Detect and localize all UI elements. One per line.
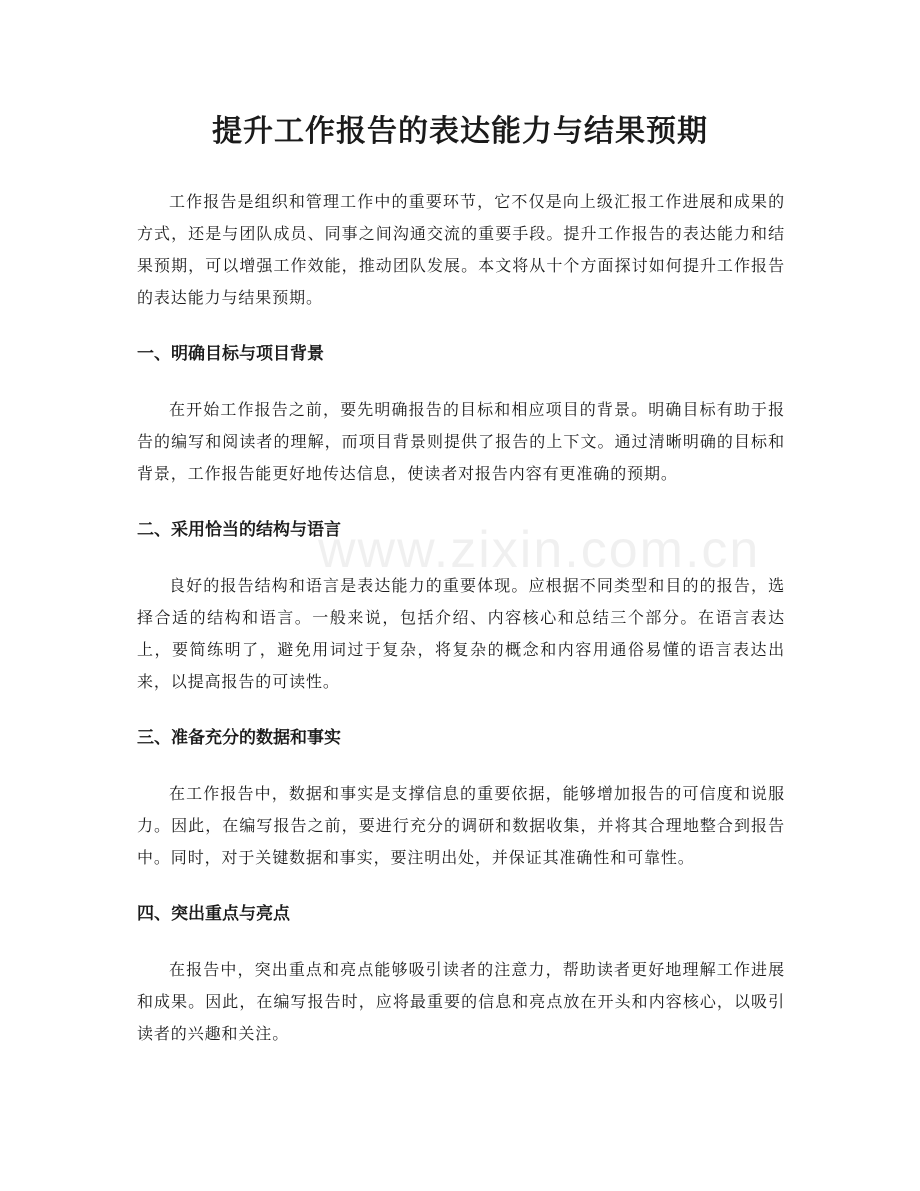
- document-title: 提升工作报告的表达能力与结果预期: [212, 114, 708, 149]
- section-heading: 二、采用恰当的结构与语言: [137, 520, 341, 540]
- section-heading: 三、准备充分的数据和事实: [137, 728, 341, 748]
- section: [137, 338, 785, 490]
- section: [137, 898, 785, 1050]
- intro-paragraph: 工作报告是组织和管理工作中的重要环节，它不仅是向上级汇报工作进展和成果的方式，还是与团队成员、同事之间沟通交流的重要手段。提升工作报告的表达能力和结果预期，可以增强工作效能，推动团队发展。本文将从十个方面探讨如何提升工作报告的表达能力与结果预期。: [137, 192, 785, 307]
- section-heading: 一、明确目标与项目背景: [137, 344, 324, 364]
- section-heading: 四、突出重点与亮点: [137, 904, 290, 924]
- watermark: www.zixin.com.cn: [318, 521, 761, 579]
- section-paragraph: 良好的报告结构和语言是表达能力的重要体现。应根据不同类型和目的的报告，选择合适的结构和语言。一般来说，包括介绍、内容核心和总结三个部分。在语言表达上，要简练明了，避免用词过于复杂，将复杂的概念和内容用通俗易懂的语言表达出来，以提高报告的可读性。: [137, 576, 785, 691]
- section: [137, 722, 785, 874]
- section-paragraph: 在开始工作报告之前，要先明确报告的目标和相应项目的背景。明确目标有助于报告的编写和阅读者的理解，而项目背景则提供了报告的上下文。通过清晰明确的目标和背景，工作报告能更好地传达信息，使读者对报告内容有更准确的预期。: [137, 400, 785, 483]
- section: [137, 514, 785, 698]
- document-body: [137, 186, 785, 1050]
- section-paragraph: 在工作报告中，数据和事实是支撑信息的重要依据，能够增加报告的可信度和说服力。因此，在编写报告之前，要进行充分的调研和数据收集，并将其合理地整合到报告中。同时，对于关键数据和事实，要注明出处，并保证其准确性和可靠性。: [137, 784, 785, 867]
- section-paragraph: 在报告中，突出重点和亮点能够吸引读者的注意力，帮助读者更好地理解工作进展和成果。因此，在编写报告时，应将最重要的信息和亮点放在开头和内容核心，以吸引读者的兴趣和关注。: [137, 960, 785, 1043]
